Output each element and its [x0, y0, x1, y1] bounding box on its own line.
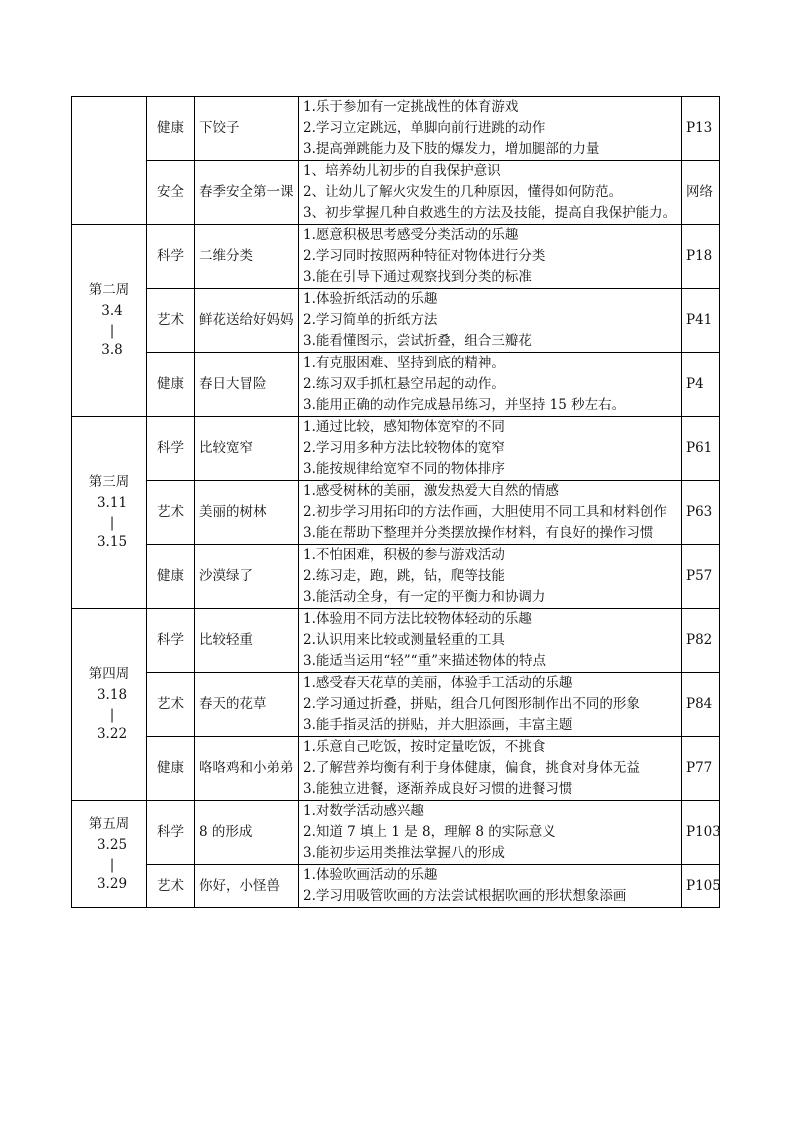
- table-row: [72, 161, 720, 225]
- goal-item: 3.能看懂图示，尝试折叠，组合三瓣花: [303, 333, 532, 349]
- subject-cell: 科学: [147, 609, 195, 673]
- goal-item: 1.乐意自己吃饭，按时定量吃饭，不挑食: [303, 739, 546, 755]
- subject-cell: 艺术: [147, 673, 195, 737]
- goal-item: 1.通过比较，感知物体宽窄的不同: [303, 419, 505, 435]
- table-row: [72, 545, 720, 609]
- reference-cell: P63: [682, 481, 720, 545]
- topic-cell: 沙漠绿了: [195, 545, 299, 609]
- topic-cell: 咯咯鸡和小弟弟: [195, 737, 299, 801]
- reference-cell: P57: [682, 545, 720, 609]
- table-row: [72, 609, 720, 673]
- topic-cell: 8 的形成: [195, 801, 299, 865]
- week-start-date: 3.4: [101, 303, 123, 319]
- goals-cell: [299, 609, 682, 673]
- table-row: [72, 225, 720, 289]
- week-end-date: 3.29: [96, 875, 128, 892]
- topic-cell: 春季安全第一课: [195, 161, 299, 225]
- goals-cell: [299, 737, 682, 801]
- reference-cell: P61: [682, 417, 720, 481]
- goals-cell: [299, 673, 682, 737]
- week-start-date: 3.25: [96, 836, 128, 853]
- goal-item: 2.认识用来比较或测量轻重的工具: [303, 632, 505, 648]
- reference-cell: P105: [682, 865, 720, 908]
- goal-item: 1.乐于参加有一定挑战性的体育游戏: [303, 99, 519, 115]
- topic-cell: 比较轻重: [195, 609, 299, 673]
- week-name: 第五周: [88, 815, 130, 832]
- goals-cell: [299, 161, 682, 225]
- topic-cell: 比较宽窄: [195, 417, 299, 481]
- goals-cell: [299, 289, 682, 353]
- table-row: [72, 417, 720, 481]
- table-row: [72, 737, 720, 801]
- table-row: [72, 865, 720, 908]
- table-row: [72, 97, 720, 161]
- week-start-date: 3.18: [96, 687, 128, 703]
- reference-cell: P103: [682, 801, 720, 865]
- goal-item: 3.能适当运用“轻”“重”来描述物体的特点: [303, 653, 546, 669]
- week-cell: [72, 609, 147, 801]
- goal-item: 3.能初步运用类推法掌握八的形成: [303, 845, 505, 861]
- reference-cell: P4: [682, 353, 720, 417]
- goal-item: 1.有克服困难、坚持到底的精神。: [303, 355, 505, 371]
- weekly-lesson-plan-table: [71, 96, 720, 908]
- goal-item: 2.初步学习用拓印的方法作画，大胆使用不同工具和材料创作: [303, 504, 667, 520]
- reference-cell: P41: [682, 289, 720, 353]
- reference-cell: P84: [682, 673, 720, 737]
- goal-item: 3.能在帮助下整理并分类摆放操作材料，有良好的操作习惯: [303, 525, 654, 541]
- week-name: 第四周: [88, 666, 130, 682]
- week-end-date: 3.15: [96, 534, 128, 550]
- week-end-date: 3.22: [96, 726, 128, 742]
- topic-cell: 二维分类: [195, 225, 299, 289]
- subject-cell: 艺术: [147, 865, 195, 908]
- topic-cell: 美丽的树林: [195, 481, 299, 545]
- table-row: [72, 673, 720, 737]
- goal-item: 3.能手指灵活的拼贴，并大胆添画，丰富主题: [303, 717, 573, 733]
- reference-cell: P18: [682, 225, 720, 289]
- goal-item: 1.对数学活动感兴趣: [303, 803, 424, 819]
- week-start-date: 3.11: [96, 495, 128, 511]
- week-date-separator: |: [109, 323, 115, 339]
- plan-table-body: [72, 97, 720, 908]
- goals-cell: [299, 225, 682, 289]
- goals-cell: [299, 801, 682, 865]
- goal-item: 3.能活动全身，有一定的平衡力和协调力: [303, 589, 546, 605]
- week-cell: [72, 417, 147, 609]
- reference-cell: P77: [682, 737, 720, 801]
- goal-item: 3.能独立进餐，逐渐养成良好习惯的进餐习惯: [303, 781, 573, 797]
- reference-cell: 网络: [682, 161, 720, 225]
- goals-cell: [299, 865, 682, 908]
- goals-cell: [299, 545, 682, 609]
- subject-cell: 健康: [147, 737, 195, 801]
- goal-item: 1、培养幼儿初步的自我保护意识: [303, 163, 501, 179]
- goal-item: 2.学习通过折叠，拼贴，组合几何图形制作出不同的形象: [303, 696, 640, 712]
- goal-item: 2、让幼儿了解火灾发生的几种原因，懂得如何防范。: [303, 184, 623, 200]
- subject-cell: 健康: [147, 97, 195, 161]
- goal-item: 1.感受春天花草的美丽，体验手工活动的乐趣: [303, 675, 573, 691]
- topic-cell: 鲜花送给好妈妈: [195, 289, 299, 353]
- topic-cell: 你好，小怪兽: [195, 865, 299, 908]
- goals-cell: [299, 353, 682, 417]
- week-cell: [72, 225, 147, 417]
- week-cell: [72, 801, 147, 908]
- week-name: 第三周: [88, 474, 130, 490]
- goal-item: 1.不怕困难，积极的参与游戏活动: [303, 547, 505, 563]
- goal-item: 2.学习简单的折纸方法: [303, 312, 438, 328]
- goal-item: 2.学习用多种方法比较物体的宽窄: [303, 440, 505, 456]
- goal-item: 3.能用正确的动作完成悬吊练习，并坚持 15 秒左右。: [303, 397, 626, 413]
- subject-cell: 安全: [147, 161, 195, 225]
- reference-cell: P82: [682, 609, 720, 673]
- goal-item: 3、初步掌握几种自救逃生的方法及技能，提高自我保护能力。: [303, 205, 677, 221]
- goal-item: 3.提高弹跳能力及下肢的爆发力，增加腿部的力量: [303, 141, 600, 157]
- goal-item: 2.学习同时按照两种特征对物体进行分类: [303, 248, 546, 264]
- topic-cell: 春天的花草: [195, 673, 299, 737]
- week-name: 第二周: [88, 282, 130, 298]
- reference-cell: P13: [682, 97, 720, 161]
- topic-cell: 下饺子: [195, 97, 299, 161]
- subject-cell: 艺术: [147, 289, 195, 353]
- goal-item: 3.能在引导下通过观察找到分类的标准: [303, 269, 532, 285]
- goal-item: 2.学习立定跳远，单脚向前行进跳的动作: [303, 120, 546, 136]
- goal-item: 2.学习用吸管吹画的方法尝试根据吹画的形状想象添画: [303, 888, 627, 904]
- goal-item: 2.练习双手抓杠悬空吊起的动作。: [303, 376, 505, 392]
- table-row: [72, 353, 720, 417]
- goals-cell: [299, 417, 682, 481]
- goals-cell: [299, 97, 682, 161]
- week-cell: [72, 97, 147, 225]
- subject-cell: 科学: [147, 801, 195, 865]
- subject-cell: 科学: [147, 225, 195, 289]
- week-date-separator: |: [109, 856, 115, 873]
- subject-cell: 健康: [147, 545, 195, 609]
- week-end-date: 3.8: [101, 342, 123, 358]
- goal-item: 2.知道 7 填上 1 是 8，理解 8 的实际意义: [303, 824, 556, 840]
- table-row: [72, 801, 720, 865]
- subject-cell: 健康: [147, 353, 195, 417]
- subject-cell: 艺术: [147, 481, 195, 545]
- goal-item: 3.能按规律给宽窄不同的物体排序: [303, 461, 505, 477]
- week-date-separator: |: [109, 707, 115, 723]
- goal-item: 2.练习走，跑，跳，钻，爬等技能: [303, 568, 505, 584]
- goals-cell: [299, 481, 682, 545]
- table-row: [72, 481, 720, 545]
- topic-cell: 春日大冒险: [195, 353, 299, 417]
- goal-item: 1.体验用不同方法比较物体轻动的乐趣: [303, 611, 532, 627]
- table-row: [72, 289, 720, 353]
- goal-item: 1.体验折纸活动的乐趣: [303, 291, 438, 307]
- goal-item: 1.感受树林的美丽，激发热爱大自然的情感: [303, 483, 559, 499]
- week-date-separator: |: [109, 515, 115, 531]
- subject-cell: 科学: [147, 417, 195, 481]
- goal-item: 2.了解营养均衡有利于身体健康，偏食，挑食对身体无益: [303, 760, 640, 776]
- goal-item: 1.体验吹画活动的乐趣: [303, 867, 438, 883]
- goal-item: 1.愿意积极思考感受分类活动的乐趣: [303, 227, 519, 243]
